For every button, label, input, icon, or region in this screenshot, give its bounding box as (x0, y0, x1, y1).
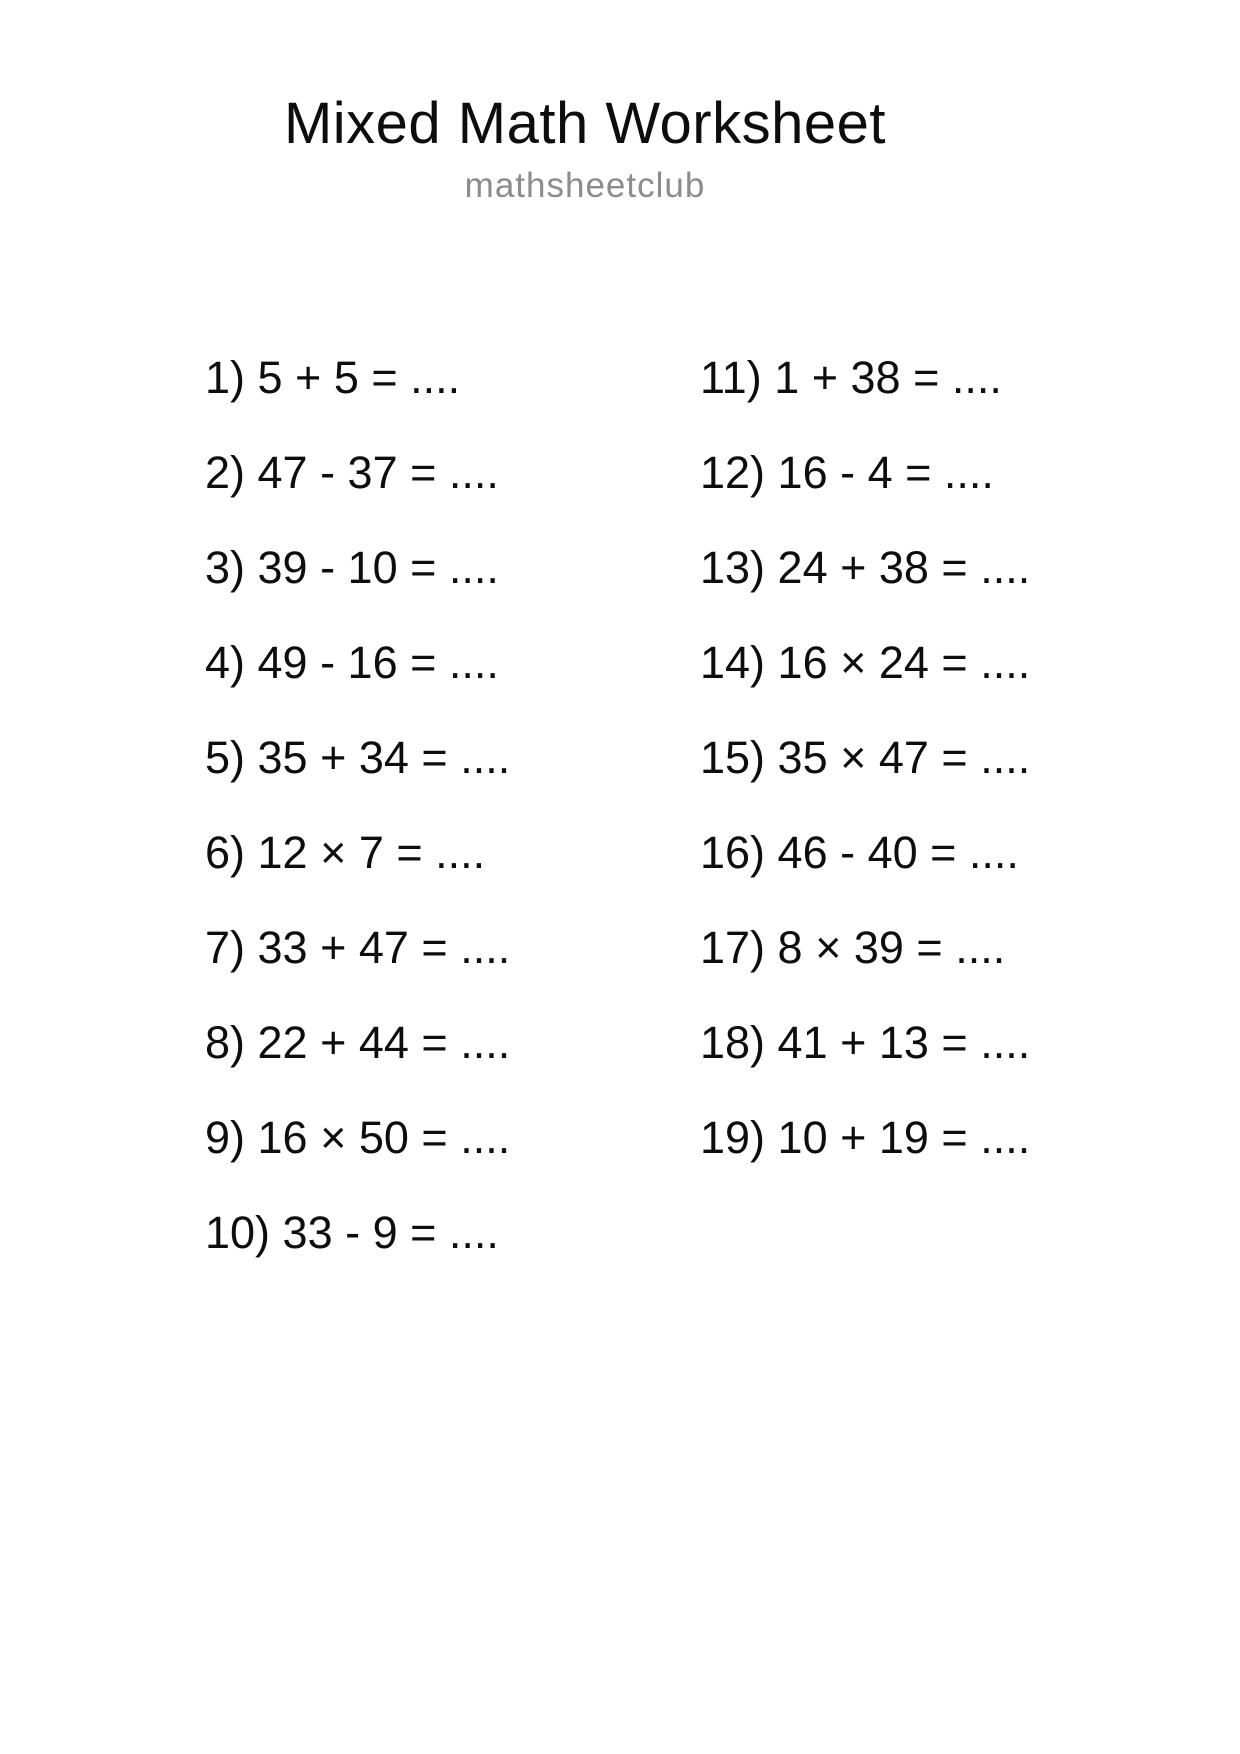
problem-item: 9) 16 × 50 = .... (205, 1112, 511, 1163)
problem-item: 10) 33 - 9 = .... (205, 1207, 499, 1258)
problem-item: 3) 39 - 10 = .... (205, 542, 499, 593)
problem-item: 8) 22 + 44 = .... (205, 1017, 511, 1068)
problem-item: 11) 1 + 38 = .... (700, 352, 1002, 403)
problem-item: 5) 35 + 34 = .... (205, 732, 511, 783)
problem-item: 16) 46 - 40 = .... (700, 827, 1019, 878)
page-subtitle: mathsheetclub (464, 166, 706, 205)
problem-item: 13) 24 + 38 = .... (700, 542, 1031, 593)
problem-item: 6) 12 × 7 = .... (205, 827, 486, 878)
problem-item: 19) 10 + 19 = .... (700, 1112, 1031, 1163)
page-title: Mixed Math Worksheet (283, 91, 887, 156)
problem-item: 15) 35 × 47 = .... (700, 732, 1031, 783)
problem-item: 14) 16 × 24 = .... (700, 637, 1031, 688)
problem-item: 4) 49 - 16 = .... (205, 637, 499, 688)
problem-item: 1) 5 + 5 = .... (205, 352, 461, 403)
problem-item: 2) 47 - 37 = .... (205, 447, 499, 498)
problem-item: 18) 41 + 13 = .... (700, 1017, 1031, 1068)
problems-right-column (700, 330, 1030, 1185)
problem-item: 12) 16 - 4 = .... (700, 447, 994, 498)
problem-item: 7) 33 + 47 = .... (205, 922, 511, 973)
problems-left-column (205, 330, 510, 1280)
problem-item: 17) 8 × 39 = .... (700, 922, 1006, 973)
